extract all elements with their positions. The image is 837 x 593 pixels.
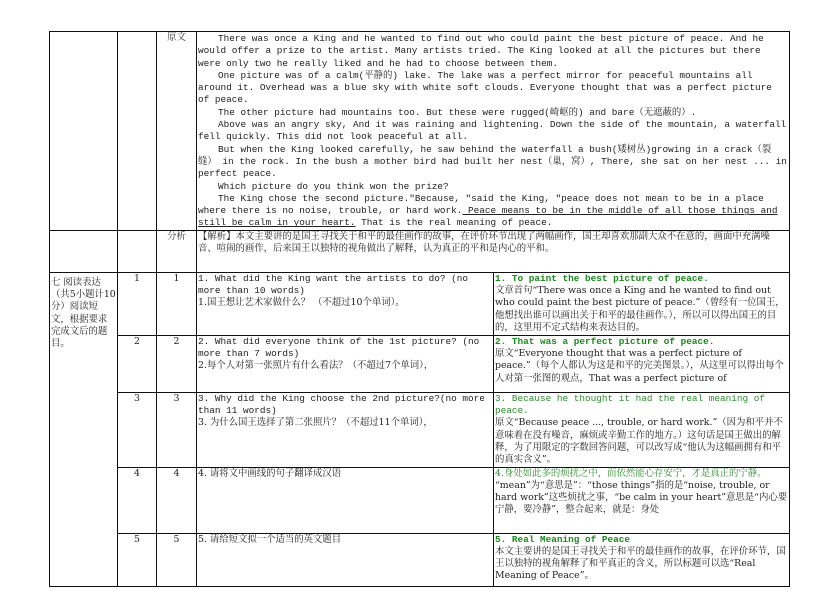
question-en: 4. 请将文中画线的句子翻译成汉语 [198, 467, 342, 479]
question-en: 2. What did everyone think of the 1st picture? (no more than 7 words) [198, 335, 480, 360]
last-paragraph-end: That is the real meaning of peace. [355, 217, 553, 229]
section-instructions: 七 阅读表达（共5小题计10分）阅读短文，根据要求完成文后的题目。 [50, 272, 118, 586]
question-row-1 [50, 272, 790, 335]
answer-explanation: 文章首句“There was once a King and he wanted to find out who could paint the best picture of peace.”（曾经有一位国王，他想找出谁可以画出关于和平的最佳画作。），所以可以得出国王的目的，这里用不定式结构来表达目的。 [495, 285, 785, 333]
question-cell [197, 533, 494, 586]
question-cell [197, 467, 494, 533]
answer-cell [494, 533, 790, 586]
passage-paragraph: Which picture do you think won the prize? [218, 180, 449, 192]
col1-blank [118, 32, 157, 231]
question-number: 4 [118, 467, 157, 533]
passage-paragraph: Above was an angry sky, And it was raining and lightening. Down the side of the mountain, a waterfall fell quickly. This did not look peaceful at all. [198, 119, 787, 143]
question-cn: 3. 为什么国王选择了第二张照片？（不超过11个单词）， [198, 417, 433, 429]
question-row-2 [50, 335, 790, 392]
passage-paragraph: The other picture had mountains too. But these were rugged(崎岖的) and bare（无遮蔽的）. [218, 106, 697, 118]
question-en: 5. 请给短文拟一个适当的英文题目 [198, 533, 342, 545]
answer-explanation: 原文“Everyone thought that was a perfect picture of peace.”（每个人都认为这是和平的完美图景。），从这里可以得出每个人对第一张图的观点，That was a perfect picture of [495, 348, 784, 384]
question-en: 3. Why did the King choose the 2nd picture?(no more than 11 words) [198, 392, 485, 417]
passage-paragraph: But when the King looked carefully, he saw behind the waterfall a bush(矮树丛)growing in a crack（裂缝） in the rock. In the bush a mother bird had built her nest（巢，窝）, There, she sat on her nest ... in perfect peace. [198, 143, 787, 180]
passage-paragraph-last [198, 193, 788, 230]
passage-row [50, 32, 790, 231]
question-number: 1 [118, 272, 157, 335]
section-blank-mid [50, 230, 118, 272]
answer-cell [494, 335, 790, 392]
question-row-5 [50, 533, 790, 586]
question-cn: 1.国王想让艺术家做什么？ （不超过10个单词）。 [198, 297, 405, 309]
section-blank-top [50, 32, 118, 231]
question-en: 1. What did the King want the artists to do? (no more than 10 words) [198, 272, 469, 297]
reading-worksheet-table [49, 31, 790, 587]
question-cell [197, 392, 494, 467]
last-paragraph-start: The King chose the second picture."Because, "said the King, "peace does not mean to be in a place where there is no noise, trouble, or hard work. [198, 192, 764, 217]
passage-label: 原文 [157, 32, 197, 231]
answer-title: 1. To paint the best picture of peace. [495, 272, 709, 284]
question-row-3 [50, 392, 790, 467]
question-number: 3 [118, 392, 157, 467]
answer-title: 3. Because he thought it had the real meaning of peace. [495, 392, 766, 417]
question-index: 3 [157, 392, 197, 467]
question-cell [197, 335, 494, 392]
analysis-label: 分析 [157, 230, 197, 272]
question-number: 2 [118, 335, 157, 392]
answer-cell [494, 467, 790, 533]
answer-title: 4.身处如此多的烦扰之中，而依然能心存安宁，才是真正的宁静。 [495, 467, 767, 479]
answer-explanation: 本文主要讲的是国王寻找关于和平的最佳画作的故事，在评价环节，国王以独特的视角解释了和平真正的含义，所以标题可以选“Real Meaning of Peace”。 [495, 545, 786, 582]
passage-paragraph: One picture was of a calm(平静的) lake. The lake was a perfect mirror for peaceful mountains all around it. Overhead was a blue sky with white soft clouds. Everyone thought that was a perfect picture of peace. [198, 69, 772, 106]
question-cn: 2.每个人对第一张照片有什么看法？（不超过7个单词）， [198, 360, 434, 372]
answer-cell [494, 392, 790, 467]
passage-text [197, 32, 790, 231]
question-index: 1 [157, 272, 197, 335]
answer-explanation: 原文“Because peace ..., trouble, or hard work.”（因为和平并不意味着在没有噪音，麻烦或辛勤工作的地方。）这句话是国王做出的解释，为了用限定的字数回答问题，可以改写成“他认为这幅画拥有和平的真实含义”。 [495, 417, 783, 466]
question-number: 5 [118, 533, 157, 586]
question-cell [197, 272, 494, 335]
underlined-sentence: Peace means to be in the middle of all those things and still be calm in your heart. [198, 205, 778, 229]
question-index: 5 [157, 533, 197, 586]
answer-explanation: “mean”为“意思是”：“those things”指的是“noise, trouble, or hard work”这些烦扰之事，“be calm in your heart”意思是“内心要宁静，要冷静”，整合起来，就是：身处 [495, 479, 788, 516]
question-row-4 [50, 467, 790, 533]
passage-paragraph: There was once a King and he wanted to find out who could paint the best picture of peace. And he would offer a prize to the artist. Many artists tried. The King looked at all the pictures but there were only two he really liked and he had to choose between them. [198, 33, 764, 69]
question-index: 2 [157, 335, 197, 392]
analysis-row [50, 230, 790, 272]
question-index: 4 [157, 467, 197, 533]
answer-title: 2. That was a perfect picture of peace. [495, 335, 715, 347]
analysis-text: 【解析】本文主要讲的是国王寻找关于和平的最佳画作的故事，在评价环节出现了两幅画作，国王却喜欢那副大众不在意的，画面中充满噪音、喧闹的画作，后来国王以独特的视角做出了解释，认为真正的平和是内心的平和。 [197, 230, 790, 272]
answer-cell [494, 272, 790, 335]
col1-blank [118, 230, 157, 272]
answer-title: 5. Real Meaning of Peace [495, 533, 631, 545]
